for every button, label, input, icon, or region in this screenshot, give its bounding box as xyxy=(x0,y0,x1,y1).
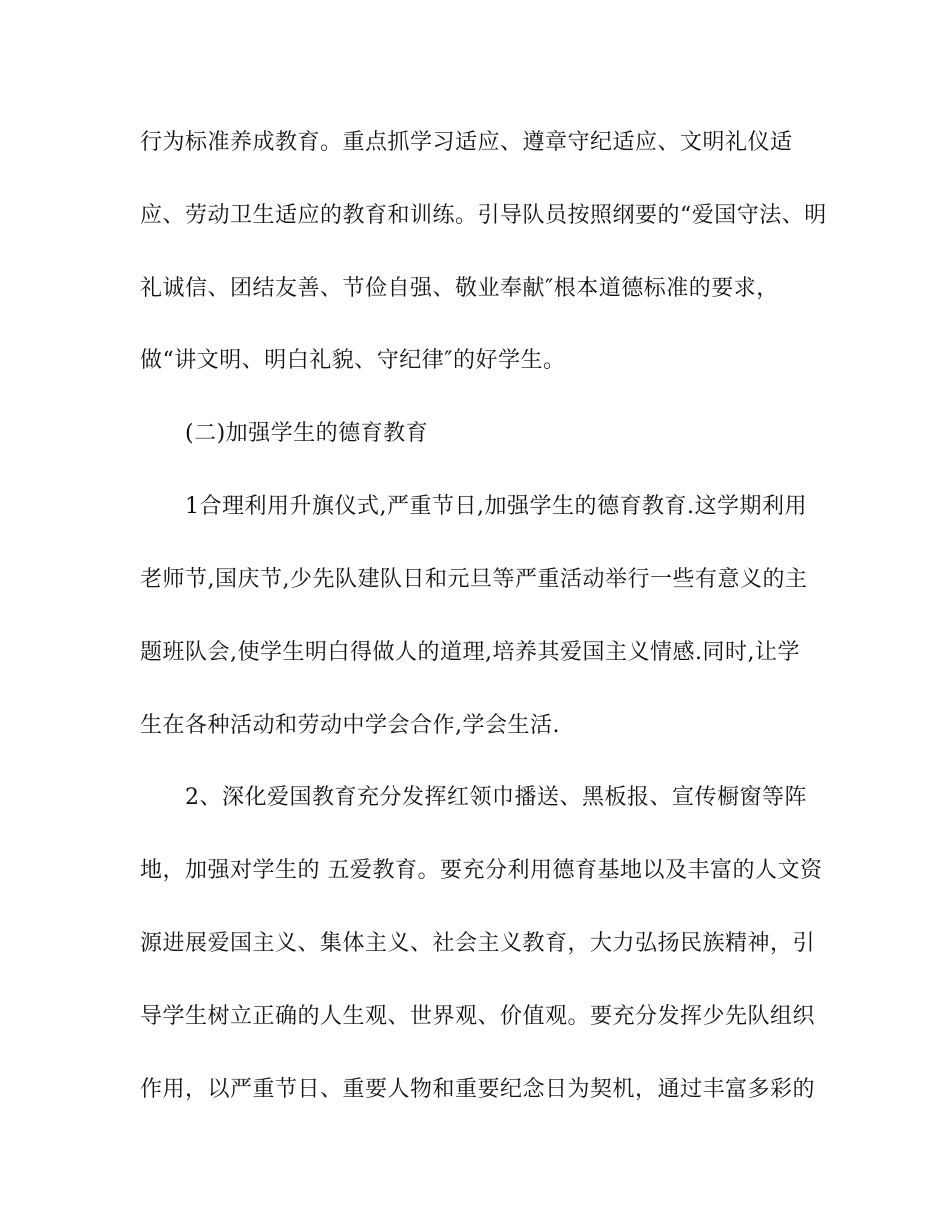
text-line: 生在各种活动和劳动中学会合作,学会生活. xyxy=(140,713,560,738)
text-line: 做“讲文明、明白礼貌、守纪律″的好学生。 xyxy=(140,348,566,373)
text-line: 礼诚信、团结友善、节俭自强、敬业奉献″根本道德标准的要求， xyxy=(140,276,779,301)
text-line: 老师节,国庆节,少先队建队日和元旦等严重活动举行一些有意义的主 xyxy=(140,567,808,592)
text-line: 2、深化爱国教育充分发挥红领巾播送、黑板报、宣传橱窗等阵 xyxy=(185,785,807,810)
text-line: 行为标准养成教育。重点抓学习适应、遵章守纪适应、文明礼仪适 xyxy=(140,130,793,155)
text-line: 1合理利用升旗仪式,严重节日,加强学生的德育教育.这学期利用 xyxy=(185,494,807,519)
text-line: 源进展爱国主义、集体主义、社会主义教育，大力弘扬民族精神，引 xyxy=(140,931,816,956)
text-line: 题班队会,使学生明白得做人的道理,培养其爱国主义情感.同时,让学 xyxy=(140,640,800,665)
text-line: 导学生树立正确的人生观、世界观、价值观。要充分发挥少先队组织 xyxy=(140,1004,816,1029)
text-line: 地，加强对学生的 五爱教育。要充分利用德育基地以及丰富的人文资 xyxy=(140,858,823,883)
text-line: 作用，以严重节日、重要人物和重要纪念日为契机，通过丰富多彩的 xyxy=(140,1077,816,1102)
text-line: 应、劳动卫生适应的教育和训练。引导队员按照纲要的“爱国守法、明 xyxy=(140,203,827,228)
section-heading: (二)加强学生的德育教育 xyxy=(185,421,429,446)
